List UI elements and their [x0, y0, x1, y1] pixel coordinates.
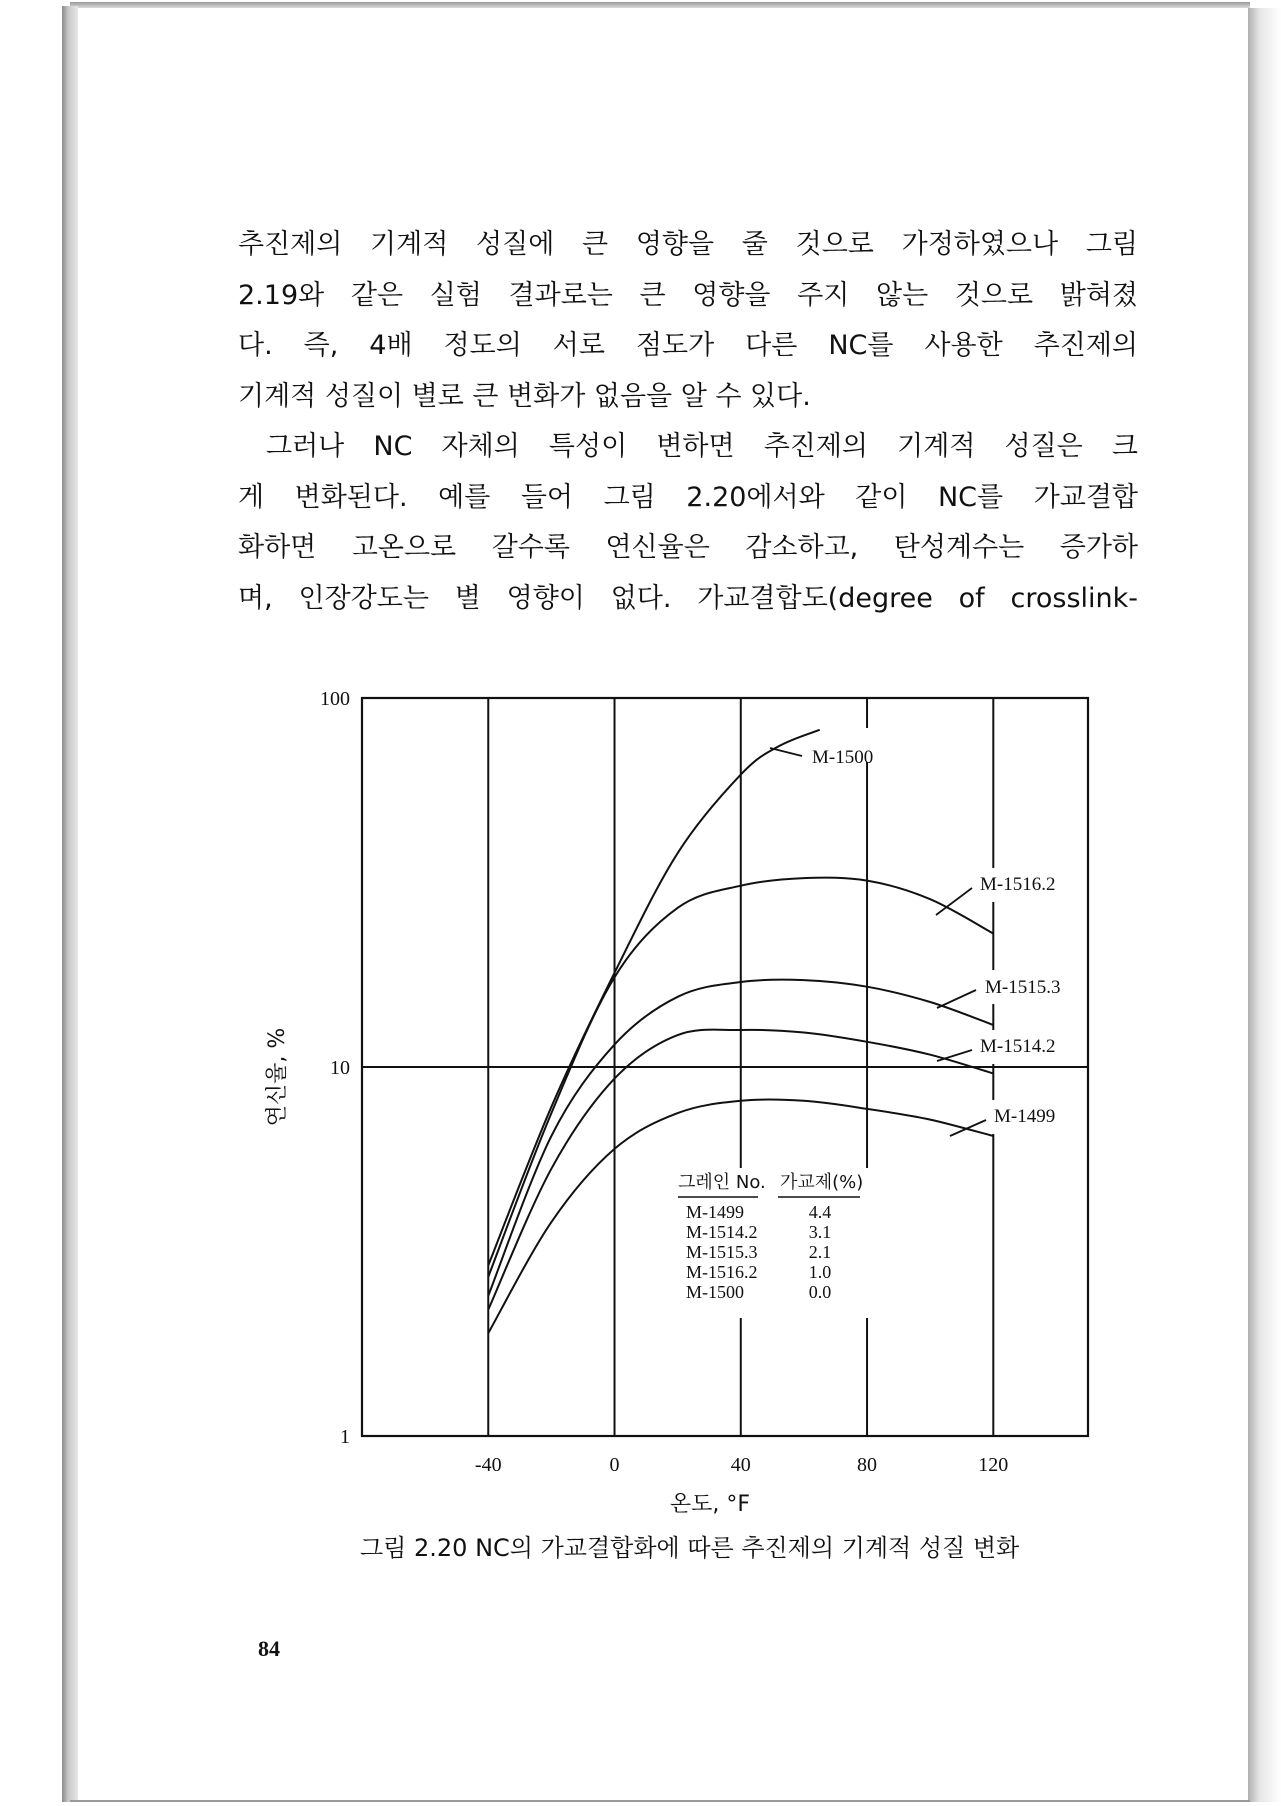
- text-line: 게 변화된다. 예를 들어 그림 2.20에서와 같이 NC를 가교결합: [238, 481, 1138, 513]
- legend-crosslinker: 4.4: [808, 1202, 832, 1222]
- x-tick-label: 120: [978, 1454, 1009, 1476]
- x-tick-label: 80: [857, 1454, 878, 1476]
- legend-grain: M-1515.3: [686, 1242, 758, 1262]
- text-line: 다. 즉, 4배 정도의 서로 점도가 다른 NC를 사용한 추진제의: [238, 330, 1138, 361]
- x-tick-label: -40: [474, 1454, 502, 1476]
- y-tick-label: 10: [330, 1057, 350, 1079]
- legend-header: 그레인 No.: [678, 1172, 766, 1193]
- text-line: 추진제의 기계적 성질에 큰 영향을 줄 것으로 가정하였으나 그림: [238, 229, 1138, 260]
- legend-grain: M-1516.2: [686, 1262, 758, 1282]
- legend-header: 가교제(%): [780, 1172, 864, 1193]
- page-number: 84: [258, 1636, 280, 1661]
- series-leader-line: [770, 748, 802, 756]
- text-line: 그러나 NC 자체의 특성이 변하면 추진제의 기계적 성질은 크: [266, 431, 1138, 462]
- y-tick-label: 1: [340, 1426, 350, 1448]
- legend-grain: M-1514.2: [686, 1222, 758, 1242]
- text-line: 며, 인장강도는 별 영향이 없다. 가교결합도(degree of crosslink-: [238, 582, 1138, 614]
- series-label: M-1515.3: [985, 977, 1061, 998]
- series-leader-line: [937, 1050, 972, 1061]
- legend-grain: M-1499: [686, 1202, 744, 1222]
- series-leader-line: [937, 990, 976, 1008]
- text-line: 기계적 성질이 별로 큰 변화가 없음을 알 수 있다.: [238, 380, 811, 412]
- legend-crosslinker: 2.1: [808, 1242, 832, 1262]
- legend-grain: M-1500: [686, 1282, 744, 1302]
- x-tick-label: 0: [609, 1454, 620, 1476]
- text-line: 2.19와 같은 실험 결과로는 큰 영향을 주지 않는 것으로 밝혀졌: [238, 279, 1138, 311]
- y-axis-label: 연신율, %: [265, 1027, 290, 1127]
- series-label: M-1514.2: [980, 1036, 1056, 1057]
- series-label: M-1516.2: [980, 874, 1056, 895]
- x-tick-label: 40: [730, 1454, 751, 1476]
- y-tick-label: 100: [320, 688, 350, 710]
- series-label: M-1500: [812, 747, 874, 768]
- legend-crosslinker: 3.1: [808, 1222, 832, 1242]
- figure-caption: 그림 2.20 NC의 가교결합화에 따른 추진제의 기계적 성질 변화: [360, 1534, 1020, 1562]
- series-label: M-1499: [994, 1106, 1056, 1127]
- text-line: 화하면 고온으로 갈수록 연신율은 감소하고, 탄성계수는 증가하: [238, 532, 1138, 563]
- x-axis-label: 온도, °F: [669, 1492, 751, 1517]
- legend-crosslinker: 1.0: [808, 1262, 832, 1282]
- legend-crosslinker: 0.0: [808, 1282, 832, 1302]
